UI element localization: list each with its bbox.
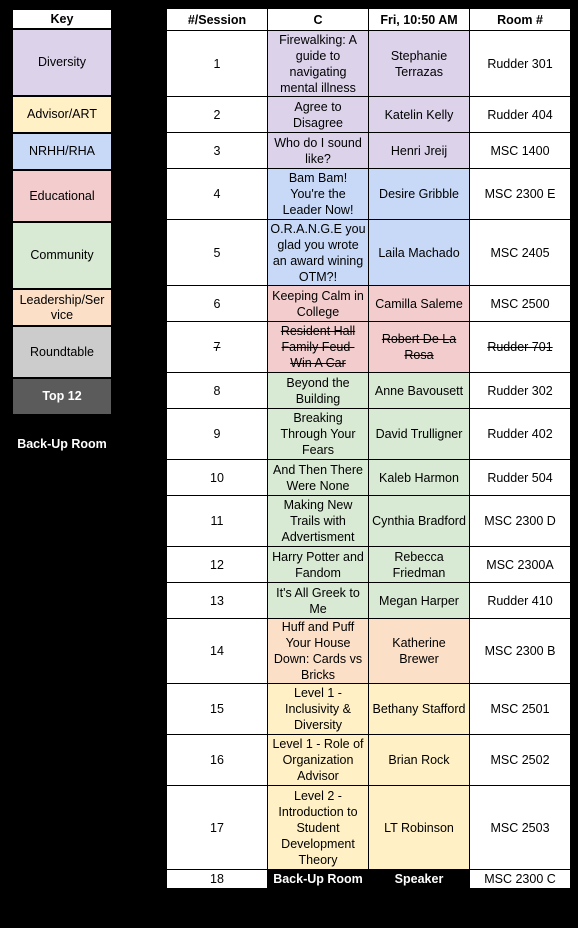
table-row (167, 322, 571, 373)
legend-item: Leadership/Ser vice (12, 289, 112, 326)
session-title: Level 1 - Role of Organization Advisor (268, 735, 369, 786)
room-number: MSC 2405 (470, 220, 571, 286)
legend-title: Key (12, 9, 112, 29)
room-number: MSC 2500 (470, 286, 571, 322)
room-number: MSC 2300 D (470, 496, 571, 547)
table-row (167, 684, 571, 735)
room-number: MSC 2300 C (470, 870, 571, 889)
room-number: Rudder 302 (470, 373, 571, 409)
session-title: It's All Greek to Me (268, 583, 369, 619)
session-number: 18 (167, 870, 268, 889)
session-number: 1 (167, 31, 268, 97)
table-row (167, 409, 571, 460)
table-row (167, 31, 571, 97)
session-number: 3 (167, 133, 268, 169)
session-number: 2 (167, 97, 268, 133)
session-number: 8 (167, 373, 268, 409)
legend-item: Educational (12, 170, 112, 222)
table-row (167, 169, 571, 220)
session-title: Resident Hall Family Feud- Win A Car (268, 322, 369, 373)
speaker-name: Robert De La Rosa (369, 322, 470, 373)
speaker-name: Katelin Kelly (369, 97, 470, 133)
table-header-row (167, 9, 571, 31)
speaker-name: Anne Bavousett (369, 373, 470, 409)
room-number: MSC 2503 (470, 786, 571, 870)
speaker-name: Katherine Brewer (369, 619, 470, 684)
session-title: Making New Trails with Advertisment (268, 496, 369, 547)
session-title: Beyond the Building (268, 373, 369, 409)
legend-item: Community (12, 222, 112, 289)
table-row (167, 619, 571, 684)
room-number: Rudder 410 (470, 583, 571, 619)
session-number: 6 (167, 286, 268, 322)
table-row (167, 97, 571, 133)
speaker-name: Kaleb Harmon (369, 460, 470, 496)
table-row (167, 735, 571, 786)
session-title: And Then There Were None (268, 460, 369, 496)
room-number: Rudder 504 (470, 460, 571, 496)
col-header-room: Room # (470, 9, 571, 31)
room-number: MSC 2502 (470, 735, 571, 786)
session-number: 9 (167, 409, 268, 460)
legend-backup-room: Back-Up Room (12, 425, 112, 463)
speaker-name: Speaker (369, 870, 470, 889)
room-number: MSC 2300 E (470, 169, 571, 220)
room-number: MSC 1400 (470, 133, 571, 169)
room-number: Rudder 701 (470, 322, 571, 373)
session-number: 5 (167, 220, 268, 286)
table-row (167, 286, 571, 322)
session-title: Harry Potter and Fandom (268, 547, 369, 583)
session-number: 11 (167, 496, 268, 547)
table-row (167, 870, 571, 889)
legend-item: Roundtable (12, 326, 112, 378)
room-number: Rudder 402 (470, 409, 571, 460)
speaker-name: David Trulligner (369, 409, 470, 460)
speaker-name: Laila Machado (369, 220, 470, 286)
table-row (167, 547, 571, 583)
session-number: 7 (167, 322, 268, 373)
speaker-name: Bethany Stafford (369, 684, 470, 735)
session-title: Bam Bam! You're the Leader Now! (268, 169, 369, 220)
room-number: Rudder 404 (470, 97, 571, 133)
table-row (167, 220, 571, 286)
session-number: 13 (167, 583, 268, 619)
session-title: Agree to Disagree (268, 97, 369, 133)
table-row (167, 496, 571, 547)
room-number: MSC 2300 B (470, 619, 571, 684)
col-header-time: Fri, 10:50 AM (369, 9, 470, 31)
legend-item: Top 12 (12, 378, 112, 415)
session-title: O.R.A.N.G.E you glad you wrote an award wining OTM?! (268, 220, 369, 286)
session-title: Keeping Calm in College (268, 286, 369, 322)
speaker-name: Brian Rock (369, 735, 470, 786)
room-number: MSC 2300A (470, 547, 571, 583)
table-row (167, 133, 571, 169)
col-header-c: C (268, 9, 369, 31)
session-title: Level 2 - Introduction to Student Development Theory (268, 786, 369, 870)
table-row (167, 786, 571, 870)
session-title: Back-Up Room (268, 870, 369, 889)
speaker-name: Henri Jreij (369, 133, 470, 169)
session-number: 10 (167, 460, 268, 496)
room-number: Rudder 301 (470, 31, 571, 97)
legend-item: Diversity (12, 29, 112, 96)
session-number: 16 (167, 735, 268, 786)
speaker-name: Desire Gribble (369, 169, 470, 220)
legend-item: NRHH/RHA (12, 133, 112, 170)
session-number: 12 (167, 547, 268, 583)
speaker-name: Camilla Saleme (369, 286, 470, 322)
session-title: Who do I sound like? (268, 133, 369, 169)
session-title: Firewalking: A guide to navigating mental illness (268, 31, 369, 97)
room-number: MSC 2501 (470, 684, 571, 735)
speaker-name: Rebecca Friedman (369, 547, 470, 583)
session-number: 4 (167, 169, 268, 220)
session-title: Level 1 - Inclusivity & Diversity (268, 684, 369, 735)
speaker-name: Cynthia Bradford (369, 496, 470, 547)
speaker-name: Megan Harper (369, 583, 470, 619)
session-schedule-table (166, 8, 571, 889)
session-number: 15 (167, 684, 268, 735)
col-header-session: #/Session (167, 9, 268, 31)
session-number: 14 (167, 619, 268, 684)
table-row (167, 583, 571, 619)
legend-key (12, 9, 112, 463)
session-title: Huff and Puff Your House Down: Cards vs Bricks (268, 619, 369, 684)
speaker-name: LT Robinson (369, 786, 470, 870)
table-row (167, 460, 571, 496)
session-title: Breaking Through Your Fears (268, 409, 369, 460)
table-row (167, 373, 571, 409)
legend-item: Advisor/ART (12, 96, 112, 133)
speaker-name: Stephanie Terrazas (369, 31, 470, 97)
session-number: 17 (167, 786, 268, 870)
